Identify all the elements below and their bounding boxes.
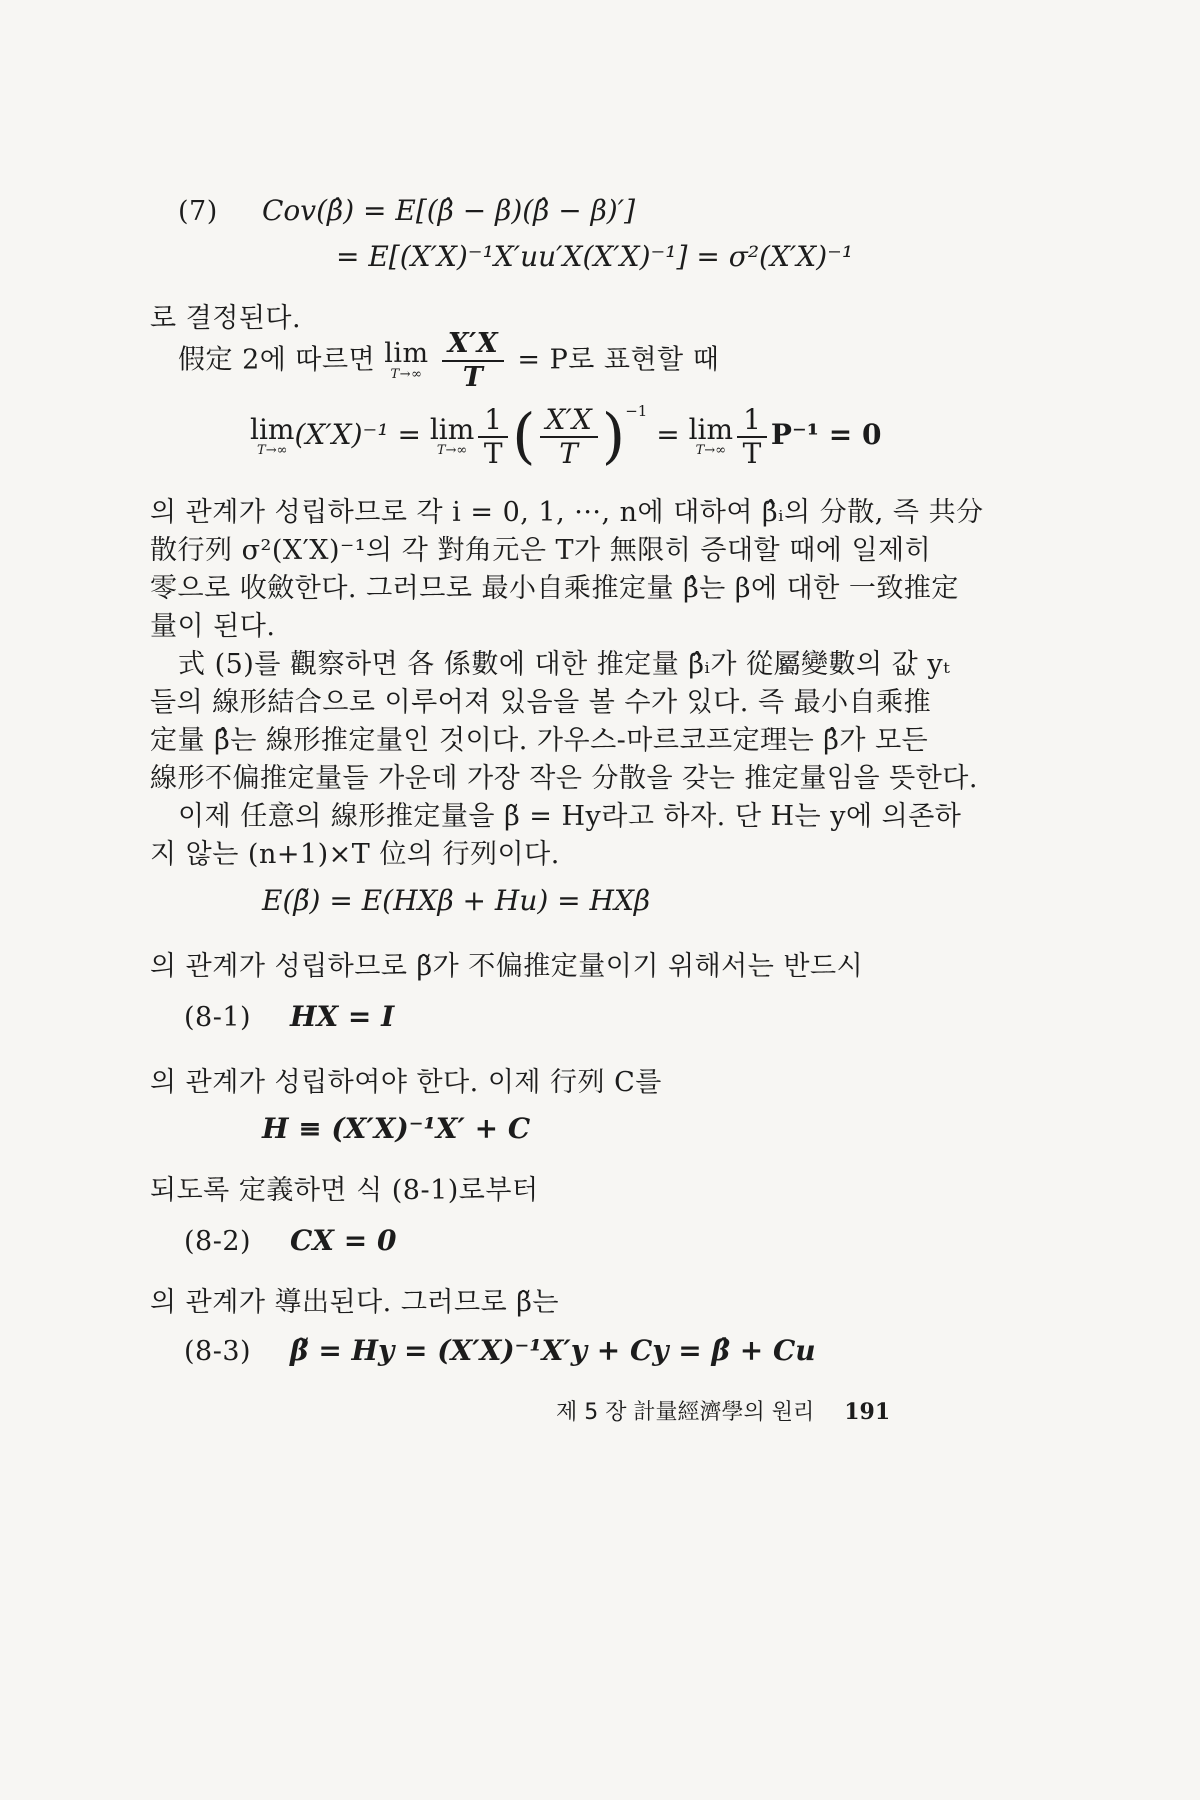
eq7-label: (7) (178, 196, 218, 227)
paragraph-line: 의 관계가 성립하여야 한다. 이제 行列 C를 (150, 1067, 662, 1098)
equals-sign: = (656, 418, 680, 451)
assumption-text: 假定 2에 따르면 (178, 344, 376, 376)
lim-subscript: T→∞ (695, 442, 727, 458)
paragraph-determined: 로 결정된다. (150, 303, 302, 334)
fraction-denominator: T (483, 436, 503, 470)
lim-text: lim (688, 412, 734, 446)
fraction-numerator: 1 (478, 404, 508, 438)
lim-text: lim (429, 412, 475, 446)
eq81-expr: HX = I (290, 1000, 395, 1033)
lim-subscript: T→∞ (390, 367, 423, 382)
paragraph-line: 들의 線形結合으로 이루어져 있음을 볼 수가 있다. 즉 最小自乘推 (150, 687, 932, 718)
paragraph-line: 의 관계가 성립하므로 β̃가 不偏推定量이기 위해서는 반드시 (150, 951, 864, 982)
assumption-line (178, 328, 719, 394)
lim-text: lim (384, 338, 429, 369)
fraction-numerator: X′X (540, 404, 598, 438)
eq-expectation: E(β̃) = E(HXβ + Hu) = HXβ (262, 884, 651, 917)
paragraph-line: 零으로 收斂한다. 그러므로 最小自乘推定量 β̂는 β에 대한 一致推定 (150, 573, 959, 604)
fraction-numerator: 1 (737, 404, 767, 438)
lim-subscript: T→∞ (257, 442, 288, 458)
fraction-denominator: T (559, 436, 578, 470)
limit-operator (384, 340, 428, 382)
lim-subscript: T→∞ (436, 442, 468, 458)
eq83-expr: β̃ = Hy = (X′X)⁻¹X′y + Cy = β̂ + Cu (290, 1334, 816, 1367)
fraction-xx-over-t (442, 328, 505, 394)
paragraph-line: 定量 β̂는 線形推定量인 것이다. 가우스-마르코프定理는 β̂가 모든 (150, 725, 929, 756)
paragraph-line: 量이 된다. (150, 611, 276, 642)
paragraph-line: 이제 任意의 線形推定量을 β̃ = Hy라고 하자. 단 H는 y에 의존하 (178, 801, 962, 832)
chapter-title: 제 5 장 計量經濟學의 원리 (556, 1400, 815, 1425)
limit-operator (429, 412, 475, 458)
paragraph-line: 지 않는 (n+1)×T 位의 行列이다. (150, 839, 560, 870)
limit-operator (250, 412, 295, 458)
limit-term: (X′X)⁻¹ = (294, 418, 421, 451)
fraction-denominator: T (462, 362, 484, 393)
assumption-text-end: = P로 표현할 때 (517, 344, 720, 376)
lim-text: lim (250, 412, 295, 446)
limit-equation (250, 402, 881, 470)
paragraph-line: 散行列 σ²(X′X)⁻¹의 각 對角元은 T가 無限히 증대할 때에 일제히 (150, 535, 932, 566)
eq7-line2: = E[(X′X)⁻¹X′uu′X(X′X)⁻¹] = σ²(X′X)⁻¹ (336, 240, 854, 273)
eq81-label: (8-1) (184, 1002, 252, 1033)
fraction-xx-over-t (540, 404, 598, 470)
eq82-label: (8-2) (184, 1226, 252, 1257)
fraction-one-over-t (737, 404, 767, 470)
fraction-denominator: T (742, 436, 762, 470)
eq82-expr: CX = 0 (290, 1224, 397, 1257)
page-number: 191 (844, 1399, 891, 1425)
close-paren: ) (601, 401, 626, 472)
paragraph-line: 線形不偏推定量들 가운데 가장 작은 分散을 갖는 推定量임을 뜻한다. (150, 763, 978, 794)
limit-operator (688, 412, 734, 458)
open-paren: ( (512, 401, 536, 472)
fraction-numerator: X′X (442, 328, 505, 362)
paragraph-line: 의 관계가 導出된다. 그러므로 β̃는 (150, 1287, 559, 1318)
eq7-line1: Cov(β̂) = E[(β̂ − β)(β̂ − β)′] (262, 194, 636, 227)
page-footer (556, 1395, 890, 1426)
paragraph-line: 되도록 定義하면 식 (8-1)로부터 (150, 1175, 539, 1206)
eq-h-definition: H ≡ (X′X)⁻¹X′ + C (262, 1112, 531, 1145)
paragraph-line: 의 관계가 성립하므로 각 i = 0, 1, ···, n에 대하여 β̂ᵢ의 分散, 즉 共分 (150, 497, 984, 528)
paragraph-line: 式 (5)를 觀察하면 各 係數에 대한 推定量 β̂ᵢ가 從屬變數의 값 yₜ (178, 649, 951, 680)
eq83-label: (8-3) (184, 1336, 252, 1367)
limit-result: P⁻¹ = 0 (770, 418, 882, 451)
exponent: −1 (625, 402, 648, 420)
fraction-one-over-t (478, 404, 508, 470)
